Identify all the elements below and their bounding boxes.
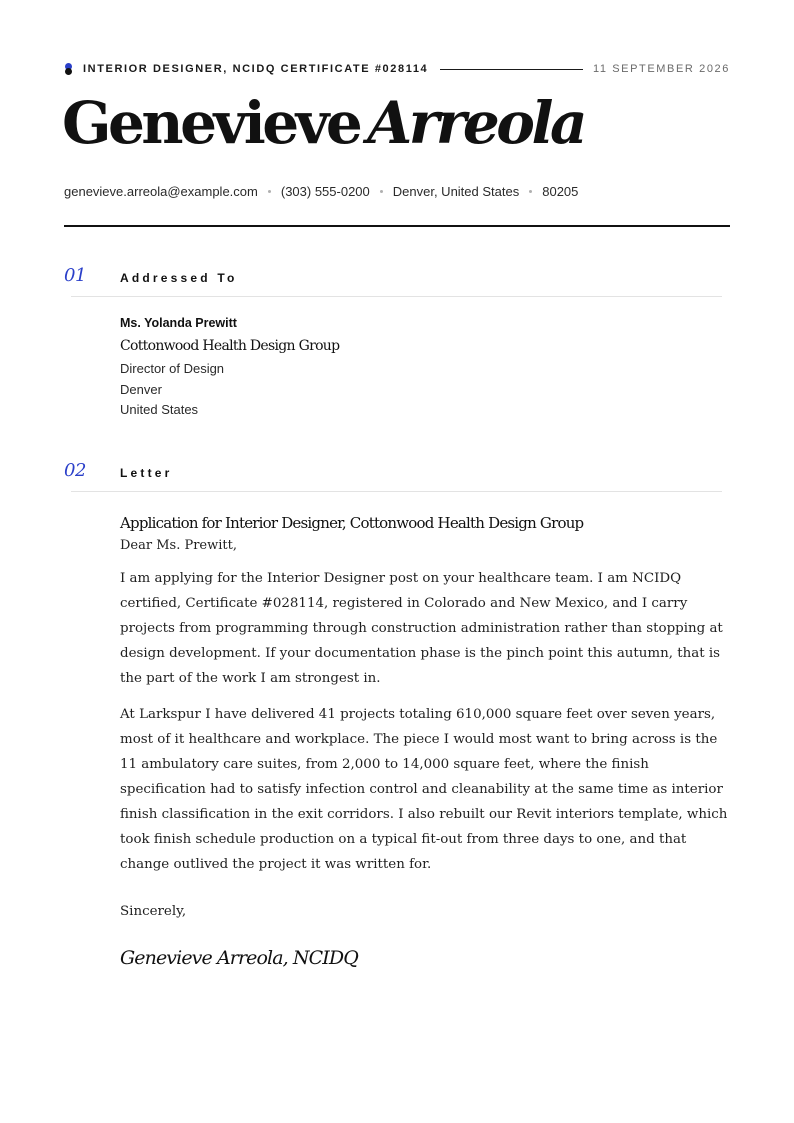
role-line: INTERIOR DESIGNER, NCIDQ CERTIFICATE #028114 (83, 63, 429, 75)
letter-salutation: Dear Ms. Prewitt, (120, 538, 237, 553)
recipient-name: Ms. Yolanda Prewitt (120, 316, 237, 330)
header-rule (440, 69, 583, 70)
brand-dots-icon (64, 62, 74, 76)
applicant-name (62, 89, 585, 157)
last-name: Arreola (367, 89, 585, 157)
letter-paragraph: I am applying for the Interior Designer post on your healthcare team. I am NCIDQ certified, Certificate #028114, registered in Colorado and New Mexico, and I carry projects from programming through construction administration rather than stopping at design development. If your documentation phase is the pinch point this autumn, that is the part of the work I am strongest in. (120, 571, 723, 686)
header-meta-bar (64, 60, 730, 78)
recipient-organization: Cottonwood Health Design Group (120, 338, 340, 354)
header-divider (64, 225, 730, 227)
recipient-country: United States (120, 402, 199, 417)
contact-line (64, 184, 578, 199)
letter-date: 11 SEPTEMBER 2026 (592, 63, 730, 75)
letter-subject: Application for Interior Designer, Cottonwood Health Design Group (120, 514, 584, 532)
letter-closing: Sincerely, (120, 904, 187, 919)
contact-postal: 80205 (542, 184, 579, 199)
first-name: Genevieve (62, 89, 360, 157)
letter-paragraph: At Larkspur I have delivered 41 projects totaling 610,000 square feet over seven years, most of it healthcare and workplace. The piece I would most want to bring across is the 11 ambulatory care suites, from 2,000 to 14,000 square feet, where the finish specification had to satisfy infection control and cleanability at the same time as interior finish classification in the exit corridors. I also rebuilt our Revit interiors template, which took finish schedule production on a typical fit-out from three days to one, and that change outlived the project it was written for. (120, 707, 728, 872)
recipient-block (120, 316, 339, 421)
section-number-addressed: 01 (64, 265, 86, 286)
section-number-letter: 02 (64, 460, 86, 481)
contact-email[interactable]: genevieve.arreola@example.com (64, 184, 258, 199)
section-rule (71, 296, 722, 297)
separator-dot (529, 190, 532, 193)
separator-dot (380, 190, 383, 193)
section-title-addressed: Addressed To (120, 271, 238, 285)
section-title-letter: Letter (120, 466, 173, 480)
separator-dot (268, 190, 271, 193)
contact-phone[interactable]: (303) 555-0200 (280, 184, 370, 199)
recipient-title: Director of Design (120, 361, 225, 376)
letter-body (120, 513, 732, 969)
signature: Genevieve Arreola, NCIDQ (120, 947, 358, 969)
recipient-city: Denver (120, 381, 162, 397)
section-rule (71, 491, 722, 492)
contact-location: Denver, United States (392, 184, 520, 199)
